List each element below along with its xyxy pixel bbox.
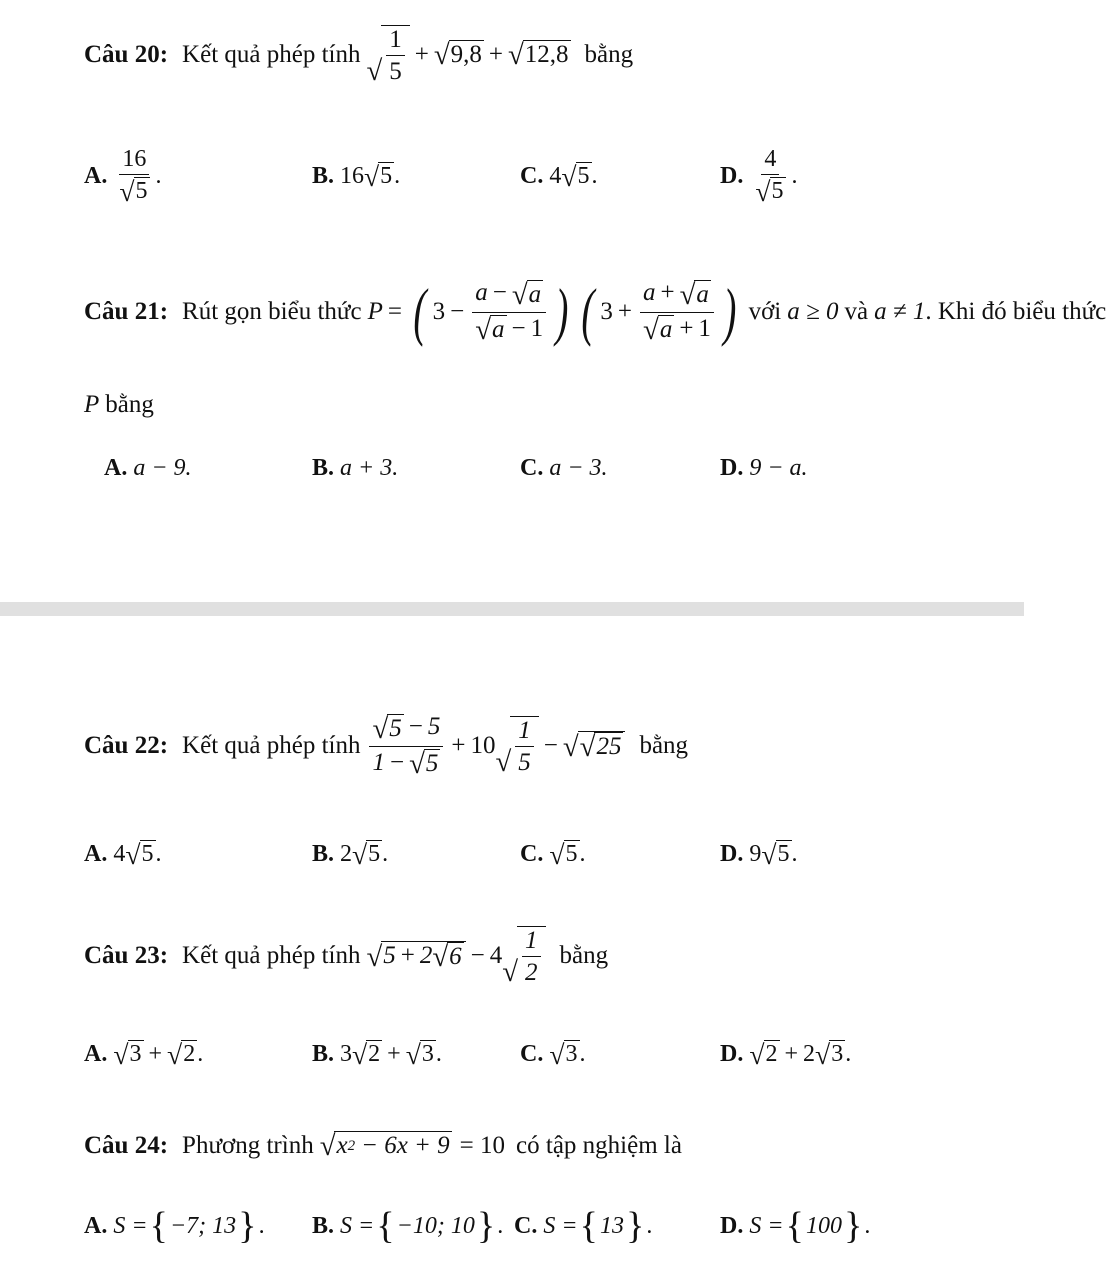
period: . xyxy=(155,840,162,867)
coefficient: 16 xyxy=(340,162,365,189)
option-letter: A. xyxy=(84,162,108,189)
option-letter: A. xyxy=(104,454,128,481)
constant: 5 xyxy=(383,942,396,970)
period: . xyxy=(579,840,586,867)
set-prefix: S = xyxy=(543,1212,578,1239)
page-bottom xyxy=(0,616,1024,1280)
denominator: 5 xyxy=(518,749,531,776)
option-letter: B. xyxy=(312,162,335,189)
condition-with: với xyxy=(748,298,782,325)
operator: + xyxy=(679,314,694,342)
period: . xyxy=(155,162,162,189)
question-tail: bằng xyxy=(559,942,609,969)
radicand: 5 xyxy=(577,162,590,189)
sqrt-term: √ 9,8 xyxy=(433,39,482,72)
radicand: a xyxy=(696,280,709,308)
period: . xyxy=(197,1040,204,1067)
coefficient: 3 xyxy=(340,1040,353,1067)
condition-tail: . Khi đó biểu thức xyxy=(925,298,1106,325)
option-letter: C. xyxy=(520,454,544,481)
question-20 xyxy=(84,20,639,90)
coefficient: 2 xyxy=(419,942,433,970)
radicand: 3 xyxy=(565,1040,578,1067)
expression: P = ( 3 − a − √ a √ a − 1 ) ( 3 + a + √ a √ a + 1 ) xyxy=(367,275,737,348)
operator: + xyxy=(617,298,633,325)
option-b[interactable]: B. 16 √ 5 . xyxy=(312,160,401,192)
option-value: a + 3. xyxy=(340,454,399,481)
option-d[interactable]: D. 9 √ 5 . xyxy=(720,838,798,870)
operator: − xyxy=(543,732,558,759)
question-label: Câu 22: xyxy=(84,732,169,759)
option-c[interactable] xyxy=(520,440,608,496)
options-22 xyxy=(84,826,984,882)
radicand: 5 xyxy=(777,840,790,867)
condition-2: a ≠ 1 xyxy=(874,298,926,325)
radicand: 6 xyxy=(449,942,462,970)
radicand: 5 xyxy=(771,178,784,205)
option-value: a − 3. xyxy=(549,454,608,481)
variable: a xyxy=(643,279,656,307)
denominator: 2 xyxy=(525,959,538,986)
option-letter: D. xyxy=(720,162,744,189)
radicand: 2 xyxy=(183,1040,196,1067)
fraction: a − √ a √ a − 1 xyxy=(472,279,546,344)
operator: + xyxy=(660,279,675,307)
question-21-line2 xyxy=(84,380,160,430)
question-tail: bằng xyxy=(584,41,634,68)
question-prompt: Kết quả phép tính xyxy=(182,41,361,68)
sqrt-fraction: √ $\frac{1}{2}$ xyxy=(502,926,545,987)
constant: 1 xyxy=(698,314,711,342)
period: . xyxy=(579,1040,586,1067)
question-24 xyxy=(84,1116,688,1176)
question-tail: có tập nghiệm là xyxy=(516,1132,682,1159)
radicand: 12,8 xyxy=(524,41,569,69)
constant: 3 xyxy=(600,298,613,325)
question-label: Câu 23: xyxy=(84,942,169,969)
page-separator xyxy=(0,602,1024,616)
set-prefix: S = xyxy=(340,1212,375,1239)
radicand: 3 xyxy=(831,1040,844,1067)
period: . xyxy=(845,1040,852,1067)
options-23 xyxy=(84,1026,984,1082)
question-label: Câu 24: xyxy=(84,1132,169,1159)
period: . xyxy=(791,162,798,189)
option-d[interactable]: D. 4 √ 5 . xyxy=(720,145,798,208)
expression xyxy=(320,1131,510,1161)
solution-set: −10; 10 xyxy=(396,1212,475,1239)
option-letter: B. xyxy=(312,454,335,481)
operator: − xyxy=(492,279,507,307)
option-value: 9 − a. xyxy=(749,454,808,481)
option-letter: C. xyxy=(520,1040,544,1067)
fraction: √ 5 − 5 1 − √ 5 xyxy=(369,713,443,778)
question-tail: bằng xyxy=(105,391,154,418)
coefficient: 9 xyxy=(749,840,762,867)
fraction: a + √ a √ a + 1 xyxy=(640,279,714,344)
radicand: a xyxy=(492,315,505,343)
option-letter: D. xyxy=(720,1040,744,1067)
option-letter: B. xyxy=(312,840,335,867)
expression xyxy=(366,25,570,86)
polynomial-rest: − 6x + 9 xyxy=(361,1132,450,1160)
radicand: 5 xyxy=(368,840,381,867)
operator: − xyxy=(450,298,465,325)
radicand: a xyxy=(659,315,673,343)
condition-1: a ≥ 0 xyxy=(787,298,839,325)
period: . xyxy=(258,1212,265,1239)
operator: − xyxy=(408,713,423,741)
operator: − xyxy=(470,942,485,969)
question-23 xyxy=(84,916,614,996)
coefficient: 4 xyxy=(489,942,503,969)
coefficient: 2 xyxy=(803,1040,816,1067)
radicand: 9,8 xyxy=(450,41,482,69)
operator: − xyxy=(511,314,526,342)
radicand: 5 xyxy=(141,840,154,867)
period: . xyxy=(382,840,389,867)
coefficient: 4 xyxy=(113,840,126,867)
operator: + xyxy=(148,1040,163,1067)
constant: 5 xyxy=(427,713,441,741)
radicand: 5 xyxy=(425,749,439,777)
option-letter: D. xyxy=(720,454,744,481)
denominator: 5 xyxy=(389,58,402,85)
radicand: 3 xyxy=(129,1040,142,1067)
option-letter: A. xyxy=(84,840,108,867)
sqrt-term: √ 12,8 xyxy=(508,39,569,72)
operator: + xyxy=(387,1040,401,1067)
solution-set: 100 xyxy=(805,1212,842,1239)
option-d[interactable]: D. √ 2 + 2 √ 3 . xyxy=(720,1038,852,1070)
option-letter: C. xyxy=(514,1212,538,1239)
expression xyxy=(366,926,545,987)
question-prompt: Kết quả phép tính xyxy=(182,942,361,969)
option-letter: C. xyxy=(520,162,544,189)
period: . xyxy=(497,1212,504,1239)
period: . xyxy=(791,840,798,867)
period: . xyxy=(864,1212,871,1239)
variable: x xyxy=(336,1132,348,1160)
coefficient: 10 xyxy=(470,732,496,759)
radicand: 2 xyxy=(765,1040,778,1067)
question-prompt: Phương trình xyxy=(182,1132,314,1159)
option-letter: A. xyxy=(84,1212,108,1239)
radicand: 5 xyxy=(380,162,393,189)
exponent: 2 xyxy=(347,1137,356,1154)
radicand: 5 xyxy=(565,840,578,867)
option-c[interactable]: C. S = { 13 } . xyxy=(514,1204,653,1247)
radicand: 5 xyxy=(389,714,402,742)
solution-set: 13 xyxy=(599,1212,624,1239)
numerator: 1 xyxy=(515,717,534,748)
variable: P xyxy=(84,391,100,418)
solution-set: −7; 13 xyxy=(169,1212,237,1239)
radicand: a xyxy=(528,280,542,308)
options-24 xyxy=(84,1196,984,1256)
operator: + xyxy=(400,942,415,970)
condition-and: và xyxy=(844,298,869,325)
option-letter: C. xyxy=(520,840,544,867)
option-c[interactable]: C. 4 √ 5 . xyxy=(520,160,598,192)
variable: a xyxy=(475,279,488,307)
operator: = xyxy=(387,298,402,325)
period: . xyxy=(591,162,598,189)
option-b[interactable]: B. 2 √ 5 . xyxy=(312,838,389,870)
operator: + xyxy=(451,732,466,759)
equals-value: = 10 xyxy=(459,1132,506,1159)
question-label: Câu 20: xyxy=(84,41,169,68)
option-a[interactable]: A. 16 √ 5 . xyxy=(84,145,162,208)
sqrt-term: √ x 2 − 6x + 9 xyxy=(319,1130,450,1163)
question-tail: bằng xyxy=(639,732,689,759)
constant: 3 xyxy=(432,298,446,325)
operator: − xyxy=(389,748,405,776)
variable: P xyxy=(367,298,383,325)
option-value: a − 9. xyxy=(133,454,192,481)
constant: 1 xyxy=(530,314,544,342)
option-b[interactable] xyxy=(312,440,398,496)
outer-sqrt: √ 5 + 2 √ 6 xyxy=(366,941,465,972)
option-d[interactable]: D. S = { 100 } . xyxy=(720,1204,871,1247)
option-b[interactable]: B. 3 √ 2 + √ 3 . xyxy=(312,1038,442,1070)
operator: + xyxy=(784,1040,799,1067)
option-a[interactable]: A. S = { −7; 13 } . xyxy=(84,1204,265,1247)
period: . xyxy=(646,1212,653,1239)
operator: + xyxy=(414,41,429,68)
constant: 1 xyxy=(372,748,385,776)
coefficient: 4 xyxy=(549,162,562,189)
option-letter: A. xyxy=(84,1040,108,1067)
operator: + xyxy=(488,41,504,68)
question-label: Câu 21: xyxy=(84,298,169,325)
option-letter: B. xyxy=(312,1040,335,1067)
option-a[interactable]: A. 4 √ 5 . xyxy=(84,838,162,870)
radicand: 2 xyxy=(368,1040,381,1067)
option-c[interactable]: C. √ 3 . xyxy=(520,1038,586,1070)
set-prefix: S = xyxy=(749,1212,784,1239)
sqrt-fraction: √ $\frac{1}{5}$ xyxy=(366,25,409,86)
coefficient: 2 xyxy=(340,840,353,867)
numerator: 16 xyxy=(119,146,149,175)
period: . xyxy=(435,1040,442,1067)
numerator: 1 xyxy=(522,927,541,958)
option-letter: B. xyxy=(312,1212,335,1239)
radicand: 5 xyxy=(135,178,148,205)
options-20 xyxy=(84,136,984,216)
nested-sqrt: √ √ 25 xyxy=(563,731,626,762)
question-prompt: Kết quả phép tính xyxy=(182,732,361,759)
option-letter: D. xyxy=(720,1212,744,1239)
page-top xyxy=(0,0,1106,602)
question-21 xyxy=(84,262,1106,362)
option-a[interactable]: A. √ 3 + √ 2 . xyxy=(84,1038,204,1070)
radicand: 3 xyxy=(421,1040,434,1067)
numerator: 4 xyxy=(761,146,779,175)
period: . xyxy=(394,162,401,189)
option-b[interactable]: B. S = { −10; 10 } . xyxy=(312,1204,504,1247)
sqrt-fraction: √ $\frac{1}{5}$ xyxy=(495,716,538,777)
set-prefix: S = xyxy=(113,1212,148,1239)
option-c[interactable]: C. √ 5 . xyxy=(520,838,586,870)
options-21 xyxy=(84,440,984,496)
numerator: 1 xyxy=(386,26,405,57)
question-prompt: Rút gọn biểu thức xyxy=(182,298,362,325)
option-letter: D. xyxy=(720,840,744,867)
question-22 xyxy=(84,696,694,796)
radicand: 25 xyxy=(596,732,622,760)
option-d[interactable] xyxy=(720,440,808,496)
expression xyxy=(366,713,625,778)
option-a[interactable] xyxy=(104,440,192,496)
